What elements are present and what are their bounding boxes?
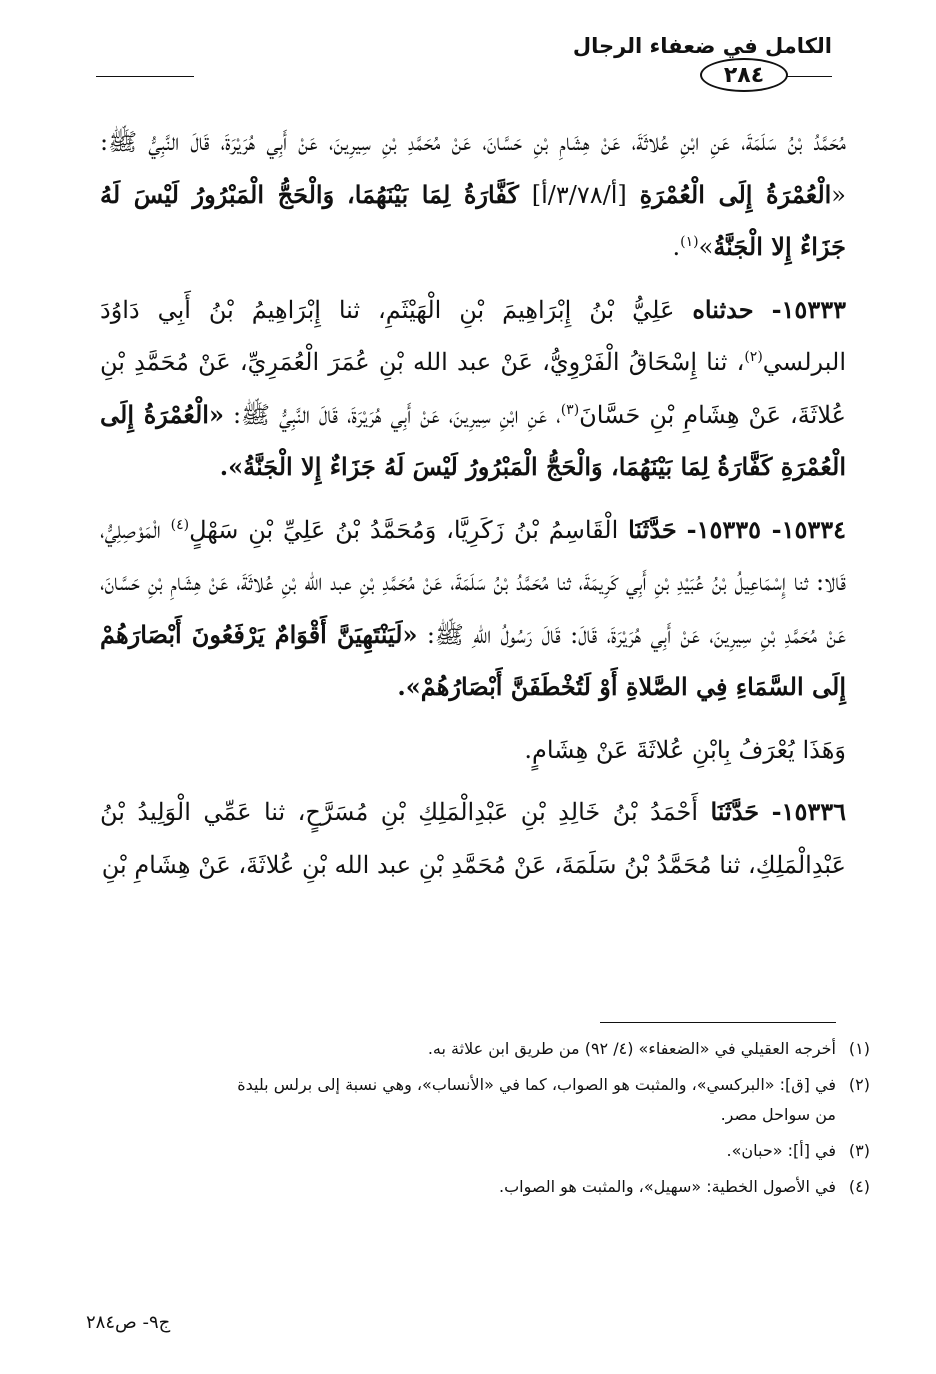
text-run: ، ثنا إِسْحَاقُ الْفَرْوِيُّ، عَنْ عبد الله بْنِ عُمَرَ الْعُمَرِيِّ، عَنْ مُحَمَّدِ بْنِ عُلاثَةَ، عَنْ هِشَامِ بْنِ حَسَّانَ [100,348,846,429]
transmission-lead: حَدَّثَنَا [628,514,677,544]
footnote-number: (٤) [848,1177,870,1196]
footnote-ref[interactable]: (٤) [170,516,190,533]
text-run: مُحَمَّدُ بْنُ سَلَمَةَ، عَنِ ابْنِ عُلاثَةَ، عَنْ هِشَامِ بْنِ حَسَّانَ، عَنْ مُحَمَّدِ بْنِ سِيرِينَ، [328,128,846,156]
text-run: » [698,233,714,261]
text-run: وَهَذَا يُعْرَفُ بِابْنِ عُلاثَةَ عَنْ هِشَامٍ. [524,735,846,764]
paragraph-1 [100,116,846,274]
hadith-text: «لَيَنْتَهِيَنَّ أَقْوَامٌ يَرْفَعُونَ أَبْصَارَهُمْ إِلَى السَّمَاءِ فِي الصَّلاةِ أَوْ لَتُخْطَفَنَّ أَبْصَارُهُمْ». [100,619,846,701]
footnote [100,1070,870,1130]
footnote-text: في الأصول الخطية: «سهيل»، والمثبت هو الصواب. [498,1177,836,1196]
paragraph-4 [100,724,846,777]
text-run: عَلِيُّ بْنُ إِبْرَاهِيمَ بْنِ الْهَيْثَمِ، ثنا إِبْرَاهِيمُ بْنُ أَبِي دَاوُدَ البرلسي [100,295,846,376]
footnote-number: (١) [848,1039,870,1058]
transmission-lead: حدثناه [692,294,754,324]
footnote-text-continued: من سواحل مصر. [720,1105,836,1124]
footnote-ref[interactable]: (٢) [744,349,763,365]
footnote-ref[interactable]: (١) [680,234,699,250]
text-run: . [672,233,681,261]
footnote-number: (٢) [848,1075,870,1094]
footnote [100,1172,870,1202]
transmission-lead: حَدَّثَنَا [710,797,760,826]
header-rule-right [784,76,832,77]
footnote-text: أخرجه العقيلي في «الضعفاء» (٤/ ٩٢) من طريق ابن علاثة به. [427,1039,836,1058]
footnote-ref[interactable]: (٣) [560,401,580,418]
running-title: الكامل في ضعفاء الرجال [572,34,832,58]
footnote [100,1034,870,1064]
paragraph-3 [100,504,846,714]
manuscript-ref: [أ/٣/٧٨/أ] [518,180,640,209]
volume-page-mark: ج٩- ص٢٨٤ [86,1312,171,1333]
text-run: ، عَنِ ابْنِ سِيرِينَ، عَنْ أَبِي هُرَيْرَةَ، قَالَ النَّبِيُّ ﷺ: [232,400,561,429]
hadith-number: ١٥٣٣٦- [771,797,846,826]
footnote [100,1136,870,1166]
text-run: عَنْ أَبِي هُرَيْرَةَ، قَالَ النَّبِيُّ ﷺ: « [100,128,846,209]
paragraph-2 [100,284,846,494]
paragraph-5 [100,786,846,891]
text-run: الْقَاسِمُ بْنُ زَكَرِيَّا، وَمُحَمَّدُ بْنُ عَلِيِّ بْنِ سَهْلٍ [189,515,629,544]
hadith-number: ١٥٣٣٤- ١٥٣٣٥- [686,514,847,544]
footnote-text: في [ق]: «البركسي»، والمثبت هو الصواب، كما في «الأنساب»، وهي نسبة إلى برلس بليدة [237,1075,836,1094]
text-run: الْمَوْصِلِيُّ، قَالا: ثنا إِسْمَاعِيلُ بْنُ عُبَيْدِ بْنِ أَبِي كَرِيمَةَ، ثنا مُحَمَّدُ بْنُ سَلَمَةَ، عَنْ مُحَمَّدِ بْنِ عبد الله بْنِ عُلاثَةَ، عَنْ هِشَامِ بْنِ حَسَّانَ، عَنْ مُحَمَّدِ بْنِ سِيرِينَ، عَنْ أَبِي هُرَيْرَةَ، قَالَ: قَالَ رَسُولُ اللهِ ﷺ: [100,515,847,649]
footnote-number: (٣) [848,1141,870,1160]
page-number: ٢٨٤ [700,58,788,92]
footnotes [100,1034,870,1208]
main-text [100,116,846,897]
hadith-text: الْعُمْرَةُ إِلَى الْعُمْرَةِ [639,179,832,209]
hadith-text: «الْعُمْرَةُ إِلَى الْعُمْرَةِ كَفَّارَةُ لِمَا بَيْنَهُمَا، وَالْحَجُّ الْمَبْرُورُ لَيْسَ لَهُ جَزَاءٌ إِلا الْجَنَّةُ». [100,399,846,481]
hadith-text: كَفَّارَةُ لِمَا بَيْنَهُمَا، [347,179,519,209]
footnote-text: في [أ]: «حبان». [726,1141,836,1160]
hadith-number: ١٥٣٣٣- [771,294,846,324]
footnote-separator [600,1022,836,1023]
text-run: أَحْمَدُ بْنُ خَالِدِ بْنِ عَبْدِالْمَلِكِ بْنِ مُسَرَّحٍ، ثنا عَمِّي الْوَلِيدُ بْنُ عَبْدِالْمَلِكِ، ثنا مُحَمَّدُ بْنُ سَلَمَةَ، عَنْ مُحَمَّدِ بْنِ عبد الله بْنِ عُلاثَةَ، عَنْ هِشَامِ بْنِ [100,798,846,879]
hadith-text: وَالْحَجُّ الْمَبْرُورُ لَيْسَ لَهُ جَزَاءٌ إِلا الْجَنَّةُ [100,179,846,261]
header-rule-left [96,76,194,77]
